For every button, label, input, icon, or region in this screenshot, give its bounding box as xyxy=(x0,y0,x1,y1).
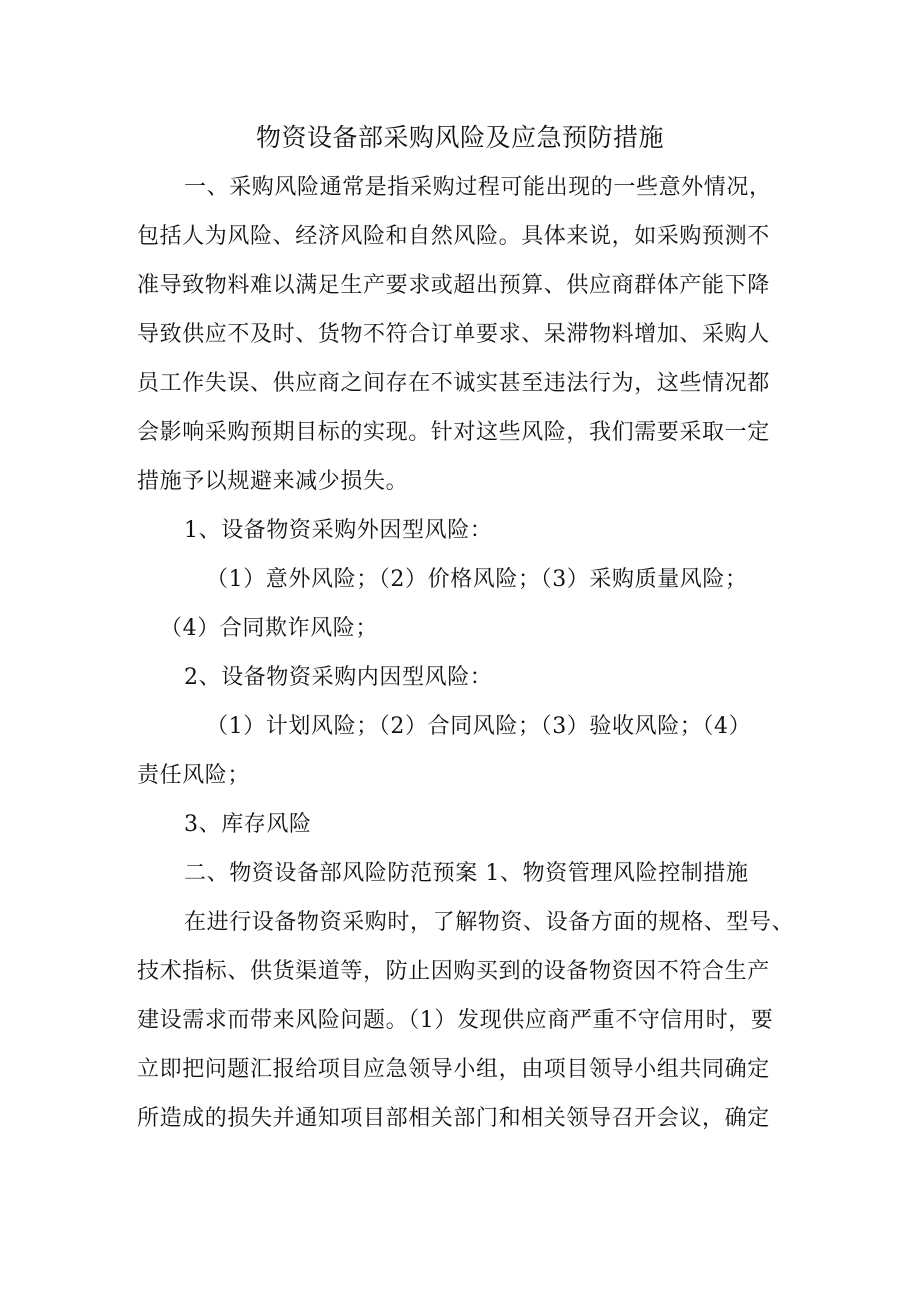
paragraph-line: 包括人为风险、经济风险和自然风险。具体来说，如采购预测不 xyxy=(137,224,770,249)
paragraph-line: 技术指标、供货渠道等，防止因购买到的设备物资因不符合生产 xyxy=(137,959,770,984)
paragraph-line: 措施予以规避来减少损失。 xyxy=(137,469,409,494)
paragraph-line: 会影响采购预期目标的实现。针对这些风险，我们需要采取一定 xyxy=(137,420,770,445)
section-heading: 二、物资设备部风险防范预案 1、物资管理风险控制措施 xyxy=(184,861,749,886)
paragraph-line: 在进行设备物资采购时，了解物资、设备方面的规格、型号、 xyxy=(184,910,795,935)
list-line: （4）合同欺诈风险； xyxy=(160,616,378,641)
section-heading: 2、设备物资采购内因型风险： xyxy=(184,665,493,690)
paragraph-line: 所造成的损失并通知项目部相关部门和相关领导召开会议，确定 xyxy=(137,1106,770,1131)
list-line: 责任风险； xyxy=(137,763,251,788)
section-heading: 1、设备物资采购外因型风险： xyxy=(184,518,493,543)
paragraph-line: 准导致物料难以满足生产要求或超出预算、供应商群体产能下降 xyxy=(137,273,770,298)
paragraph-line: 一、采购风险通常是指采购过程可能出现的一些意外情况， xyxy=(184,175,772,200)
paragraph-line: 员工作失误、供应商之间存在不诚实甚至违法行为，这些情况都 xyxy=(137,371,770,396)
list-line: （1）意外风险；（2）价格风险；（3）采购质量风险； xyxy=(206,567,748,592)
section-heading: 3、库存风险 xyxy=(184,812,312,837)
paragraph-line: 导致供应不及时、货物不符合订单要求、呆滞物料增加、采购人 xyxy=(137,322,770,347)
list-line: （1）计划风险；（2）合同风险；（3）验收风险；（4） xyxy=(206,714,752,739)
paragraph-line: 建设需求而带来风险问题。（1）发现供应商严重不守信用时，要 xyxy=(137,1008,774,1033)
page-title: 物资设备部采购风险及应急预防措施 xyxy=(255,123,664,152)
paragraph-line: 立即把问题汇报给项目应急领导小组，由项目领导小组共同确定 xyxy=(137,1057,770,1082)
